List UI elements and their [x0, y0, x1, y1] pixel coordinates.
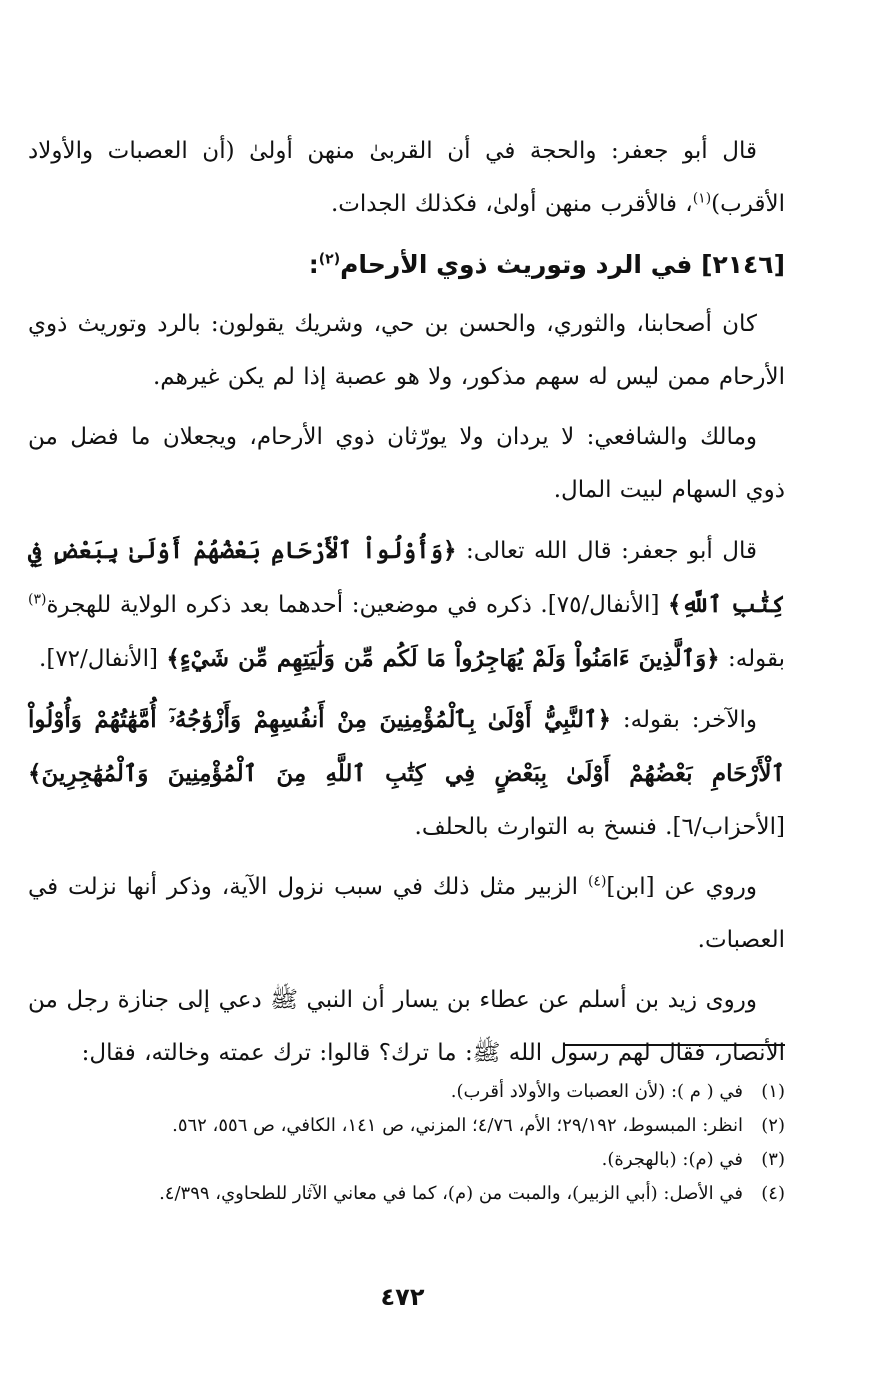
paragraph-7-text: وروى زيد بن أسلم عن عطاء بن يسار أن النبي ﷺ دعي إلى جنازة رجل من الأنصار، فقال لهم رسول الله ﷺ: ما ترك؟ قالوا: ترك عمته وخالته، فقال:: [28, 987, 785, 1066]
footnote-ref-1[interactable]: (١): [692, 190, 712, 207]
paragraph-4-ref1: [الأنفال/٧٥]. ذكره في موضعين: أحدهما بعد ذكره الولاية للهجرة: [46, 592, 668, 618]
section-title: في الرد وتوريث ذوي الأرحام: [340, 250, 693, 279]
footnote-3: [28, 1143, 785, 1177]
paragraph-7: [28, 974, 785, 1080]
quran-verse-anfal-72: ﴿وَٱلَّذِينَ ءَامَنُواْ وَلَمْ يُهَاجِرُواْ مَا لَكُم مِّن وَلَٰيَتِهِم مِّن شَيْءٍ﴾: [166, 645, 720, 672]
footnote-1: [28, 1075, 785, 1109]
footnote-2: [28, 1109, 785, 1143]
footnote-text: انظر: المبسوط، ٢٩/١٩٢؛ الأم، ٤/٧٦؛ المزني، ص ١٤١، الكافي، ص ٥٥٦، ٥٦٢.: [172, 1115, 743, 1136]
paragraph-4: [28, 524, 785, 686]
paragraph-4-intro: قال أبو جعفر: قال الله تعالى:: [456, 538, 757, 564]
section-heading: [28, 238, 785, 292]
paragraph-6-after: الزبير مثل ذلك في سبب نزول الآية، وذكر أنها نزلت في العصبات.: [28, 874, 785, 953]
paragraph-2-text: كان أصحابنا، والثوري، والحسن بن حي، وشريك يقولون: بالرد وتوريث ذوي الأرحام ممن ليس له سهم مذكور، ولا هو عصبة إذا لم يكن غيرهم.: [28, 311, 785, 390]
paragraph-1-after: ، فالأقرب منهن أولىٰ، فكذلك الجدات.: [330, 191, 693, 217]
footnote-4: [28, 1177, 785, 1211]
quran-verse-anfal-75: ﴿وَأُوْلُواْ ٱلْأَرْحَامِ بَعْضُهُمْ أَوْلَىٰ بِبَعْضٍ فِي كِتَٰبِ ٱللَّهِ﴾: [28, 537, 786, 618]
footnote-number: (٢): [761, 1115, 785, 1136]
footnote-text: في (م): (بالهجرة).: [601, 1149, 743, 1170]
footnote-ref-2[interactable]: (٢): [318, 251, 341, 268]
footnote-number: (٣): [761, 1149, 785, 1170]
paragraph-1-before: قال أبو جعفر: والحجة في أن القربىٰ منهن أولىٰ (أن العصبات والأولاد الأقرب): [28, 138, 785, 217]
footnote-divider: [565, 1044, 785, 1046]
paragraph-4-ref1b: بقوله:: [719, 646, 785, 672]
footnote-ref-3[interactable]: (٣): [28, 591, 47, 608]
paragraph-6: [28, 861, 785, 967]
quran-verse-ahzab-6: ﴿ٱلنَّبِيُّ أَوْلَىٰ بِٱلْمُؤْمِنِينَ مِنْ أَنفُسِهِمْ وَأَزْوَٰجُهُۥٓ أُمَّهَٰتُهُمْ وَأُوْلُواْ ٱلْأَرْحَامِ بَعْضُهُمْ أَوْلَىٰ بِبَعْضٍ فِي كِتَٰبِ ٱللَّهِ مِنَ ٱلْمُؤْمِنِينَ وَٱلْمُهَٰجِرِينَ﴾: [28, 706, 785, 787]
footnotes: [28, 1075, 785, 1211]
footnote-number: (٤): [761, 1183, 785, 1204]
footnote-text: في الأصل: (أبي الزبير)، والمبت من (م)، كما في معاني الآثار للطحاوي، ٤/٣٩٩.: [159, 1183, 743, 1204]
paragraph-3-text: ومالك والشافعي: لا يردان ولا يورّثان ذوي الأرحام، ويجعلان ما فضل من ذوي السهام لبيت المال.: [28, 424, 785, 503]
paragraph-5-intro: والآخر: بقوله:: [611, 707, 757, 733]
paragraph-5-after: [الأحزاب/٦]. فنسخ به التوارث بالحلف.: [414, 814, 785, 840]
paragraph-3: [28, 411, 785, 517]
section-colon: :: [308, 250, 319, 279]
paragraph-1: [28, 125, 785, 231]
paragraph-6-before: وروي عن [ابن]: [606, 874, 757, 900]
paragraph-2: [28, 298, 785, 404]
paragraph-4-ref2: [الأنفال/٧٢].: [39, 646, 167, 672]
footnote-number: (١): [761, 1081, 785, 1102]
footnote-ref-4[interactable]: (٤): [587, 873, 607, 890]
paragraph-5: [28, 693, 785, 854]
section-number: [٢١٤٦]: [701, 250, 785, 279]
page-number: ٤٧٢: [380, 1283, 425, 1311]
footnote-text: في ( م ): (لأن العصبات والأولاد أقرب).: [450, 1081, 743, 1102]
